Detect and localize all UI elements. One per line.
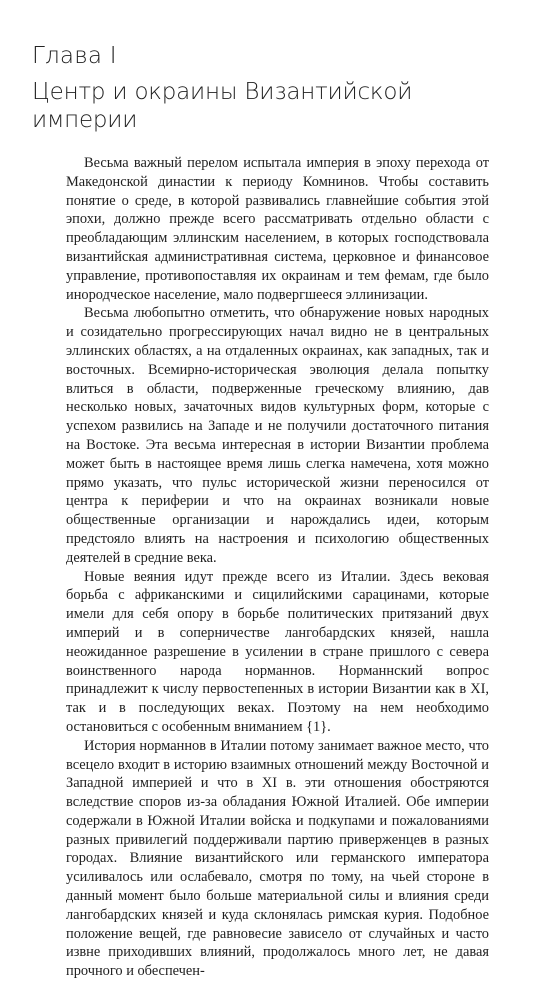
chapter-title: Центр и окраины Византийской империи xyxy=(32,79,413,133)
paragraph: Весьма важный перелом испытала империя в эпоху перехода от Македонской династии к периоду Комнинов. Чтобы составить понятие о среде, в которой развивались главнейшие события этой эпохи, должно прежде всего рассматривать отдельно области с преобладающим эллинским населением, в которых господствовала византийская административная система, церковное и финансовое управление, противопоставляя их окраинам и тем фемам, где было инородческое население, мало подвергшееся эллинизации. xyxy=(66,155,489,303)
paragraph: Новые веяния идут прежде всего из Италии. Здесь вековая борьба с африканскими и сицилийскими сарацинами, которые имели для себя опору в борьбе политических притязаний двух империй и в соперничестве лангобардских князей, нашла неожиданное разрешение в усилении в стране пришлого с севера воинственного народа норманнов. Норманнский вопрос принадлежит к числу первостепенных в истории Византии как в XI, так и в последующих веках. Поэтому на нем необходимо остановиться с особенным вниманием {1}. xyxy=(66,568,489,735)
paragraph: Весьма любопытно отметить, что обнаружение новых народных и созидательно прогрессирующих начал видно не в центральных эллинских областях, а на отдаленных окраинах, как западных, так и восточных. Всемирно-историческая эволюция делала попытку влиться в области, подверженные греческому влиянию, дав несколько новых, зачаточных видов культурных форм, которые с успехом развились на Западе и не получили достаточного питания на Востоке. Эта весьма интересная в истории Византии проблема может быть в настоящее время лишь слегка намечена, хотя можно прямо указать, что пульс исторической жизни переносился от центра к периферии и что на окраинах возникали новые общественные организации и нарождались идеи, которым предстояло влиять на настроения и психологию общественных деятелей в средние века. xyxy=(66,305,489,566)
body-text xyxy=(66,154,489,981)
chapter-label: Глава I xyxy=(32,43,117,69)
paragraph: История норманнов в Италии потому занимает важное место, что всецело входит в историю взаимных отношений между Восточной и Западной империей и что в XI в. эти отношения обостряются вследствие споров из-за обладания Южной Италией. Обе империи содержали в Южной Италии войска и подкупами и пожалованиями разных привилегий поддерживали партию приверженцев в разных городах. Влияние византийского или германского императора усиливалось или ослабевало, смотря по тому, на чьей стороне в данный момент было больше материальной силы и влияния среди лангобардских князей и куда склонялась римская курия. Подобное положение вещей, где равновесие зависело от случайных и часто извне приходивших влияний, продолжалось много лет, не давая прочного и обеспечен- xyxy=(66,737,489,980)
